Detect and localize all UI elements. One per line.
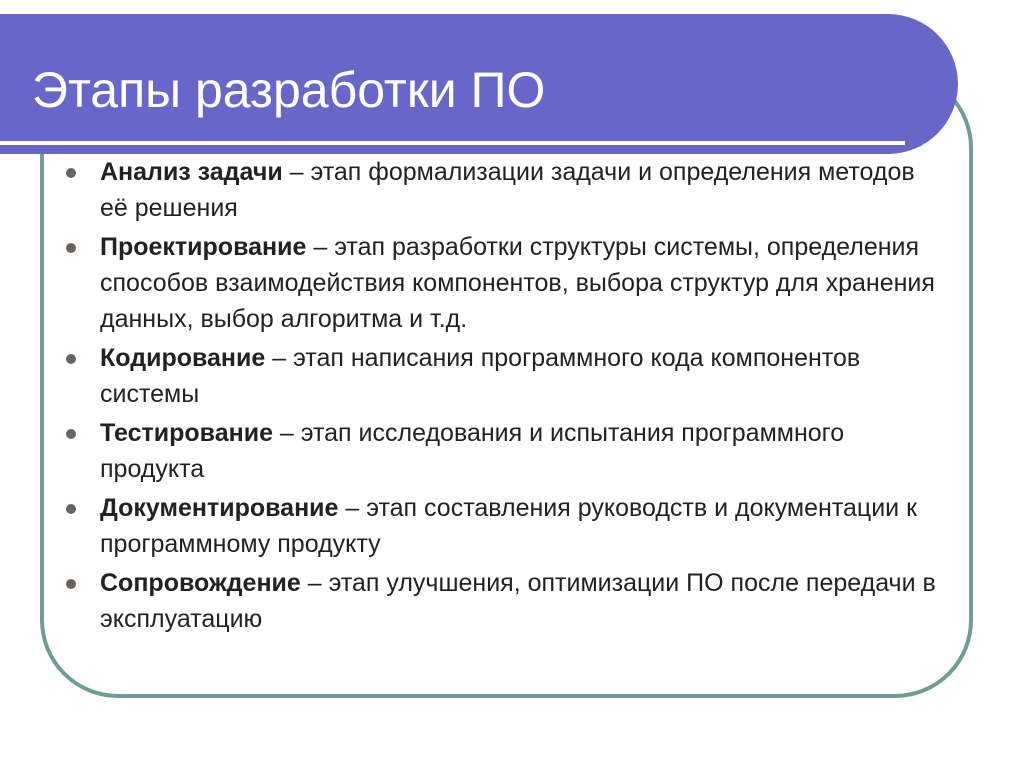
bullet-item-testing (58, 415, 938, 487)
bullet-description: – этап разработки структуры системы, определения способов взаимодействия компонентов, выбора структур для хранения данных, выбор алгоритма и т.д. (100, 233, 935, 333)
bullet-dot-icon (66, 243, 76, 253)
bullet-dot-icon (66, 168, 76, 178)
bullet-term: Документирование (100, 494, 339, 522)
bullet-description: – этап написания программного кода компонентов системы (100, 344, 861, 408)
bullet-term: Анализ задачи (100, 158, 283, 186)
bullet-item-coding (58, 340, 938, 412)
bullet-dot-icon (66, 429, 76, 439)
bullet-dot-icon (66, 354, 76, 364)
bullet-description: – этап составления руководств и документации к программному продукту (100, 494, 918, 558)
bullet-term: Сопровождение (100, 569, 301, 597)
bullet-item-analysis (58, 154, 938, 226)
bullet-dot-icon (66, 579, 76, 589)
bullet-item-design (58, 229, 938, 337)
bullet-item-documentation (58, 490, 938, 562)
bullet-term: Кодирование (100, 344, 266, 372)
bullet-term: Проектирование (100, 233, 307, 261)
bullet-description: – этап исследования и испытания программного продукта (100, 419, 845, 483)
bullet-item-maintenance (58, 565, 938, 637)
bullet-dot-icon (66, 504, 76, 514)
bullet-list (58, 154, 938, 640)
bullet-description: – этап формализации задачи и определения методов её решения (100, 158, 915, 222)
bullet-term: Тестирование (100, 419, 273, 447)
slide-title: Этапы разработки ПО (32, 62, 546, 118)
bullet-description: – этап улучшения, оптимизации ПО после передачи в эксплуатацию (100, 569, 936, 633)
title-underline (0, 141, 905, 145)
title-bar (0, 14, 958, 154)
